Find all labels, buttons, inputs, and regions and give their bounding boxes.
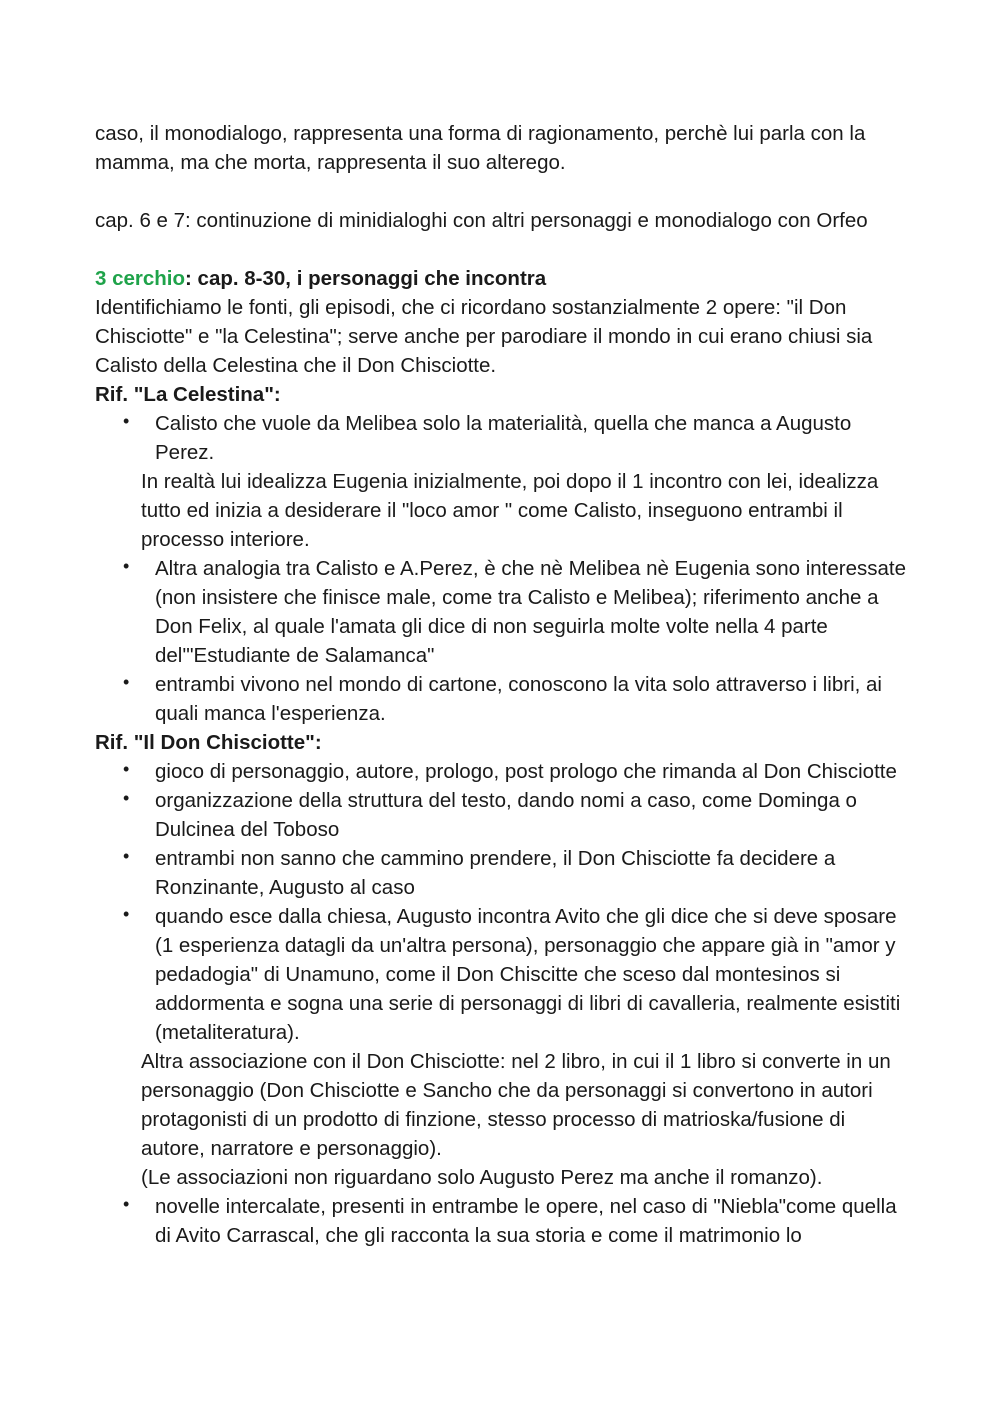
chisciotte-note-2: (Le associazioni non riguardano solo Augusto Perez ma anche il romanzo). <box>141 1166 823 1189</box>
section-highlight: 3 cerchio <box>95 267 186 290</box>
section-body: Identifichiamo le fonti, gli episodi, che ci ricordano sostanzialmente 2 opere: "il Don Chisciotte" e "la Celestina"; serve anche per parodiare il mondo in cui erano chiusi sia Calisto della Celestina che il Don Chisciotte. <box>95 296 873 377</box>
paragraph-gap <box>95 177 910 206</box>
list-item: • quando esce dalla chiesa, Augusto incontra Avito che gli dice che si deve sposare (1 esperienza datagli da un'altra persona), personaggio che appare già in "amor y pedadogia" di Unamuno, come il Don Chiscitte che sceso dal montesinos si addormenta e sogna una serie di personaggi di libri di cavalleria, realmente esistiti (metaliteratura). <box>155 902 910 1047</box>
chisciotte-list <box>95 757 910 1047</box>
list-item: • organizzazione della struttura del testo, dando nomi a caso, come Dominga o Dulcinea del Toboso <box>155 786 910 844</box>
chisciotte-note-1: Altra associazione con il Don Chisciotte: nel 2 libro, in cui il 1 libro si converte in un personaggio (Don Chisciotte e Sancho che da personaggi si convertono in autori protagonisti di un prodotto di finzione, stesso processo di matrioska/fusione di autore, narratore e personaggio). <box>141 1050 891 1160</box>
list-item: • Altra analogia tra Calisto e A.Perez, è che nè Melibea nè Eugenia sono interessate (non insistere che finisce male, come tra Calisto e Melibea); riferimento anche a Don Felix, al quale l'amata gli dice di non seguirla molte volte nella 4 parte del'"Estudiante de Salamanca" <box>155 554 910 670</box>
section-title-rest: : cap. 8-30, i personaggi che incontra <box>185 267 547 290</box>
intro-paragraph-1: caso, il monodialogo, rappresenta una forma di ragionamento, perchè lui parla con la mamma, ma che morta, rappresenta il suo alterego. <box>95 122 866 174</box>
list-item: • novelle intercalate, presenti in entrambe le opere, nel caso di "Niebla"come quella di Avito Carrascal, che gli racconta la sua storia e come il matrimonio lo <box>155 1192 910 1250</box>
chisciotte-list-continued <box>95 1192 910 1250</box>
list-item: • gioco di personaggio, autore, prologo, post prologo che rimanda al Don Chisciotte <box>155 757 910 786</box>
celestina-heading: Rif. "La Celestina": <box>95 383 281 406</box>
celestina-list <box>95 409 910 467</box>
list-item: • entrambi vivono nel mondo di cartone, conoscono la vita solo attraverso i libri, ai quali manca l'esperienza. <box>155 670 910 728</box>
intro-paragraph-2: cap. 6 e 7: continuzione di minidialoghi con altri personaggi e monodialogo con Orfeo <box>95 209 868 232</box>
paragraph-gap <box>95 235 910 264</box>
list-item: • Calisto che vuole da Melibea solo la materialità, quella che manca a Augusto Perez. <box>155 409 910 467</box>
list-item: • entrambi non sanno che cammino prendere, il Don Chisciotte fa decidere a Ronzinante, Augusto al caso <box>155 844 910 902</box>
celestina-list-continued <box>95 554 910 728</box>
chisciotte-heading: Rif. "Il Don Chisciotte": <box>95 731 322 754</box>
celestina-note: In realtà lui idealizza Eugenia inizialmente, poi dopo il 1 incontro con lei, idealizza tutto ed inizia a desiderare il "loco amor " come Calisto, inseguono entrambi il processo interiore. <box>141 470 879 551</box>
section-heading-3-cerchio <box>95 264 910 293</box>
